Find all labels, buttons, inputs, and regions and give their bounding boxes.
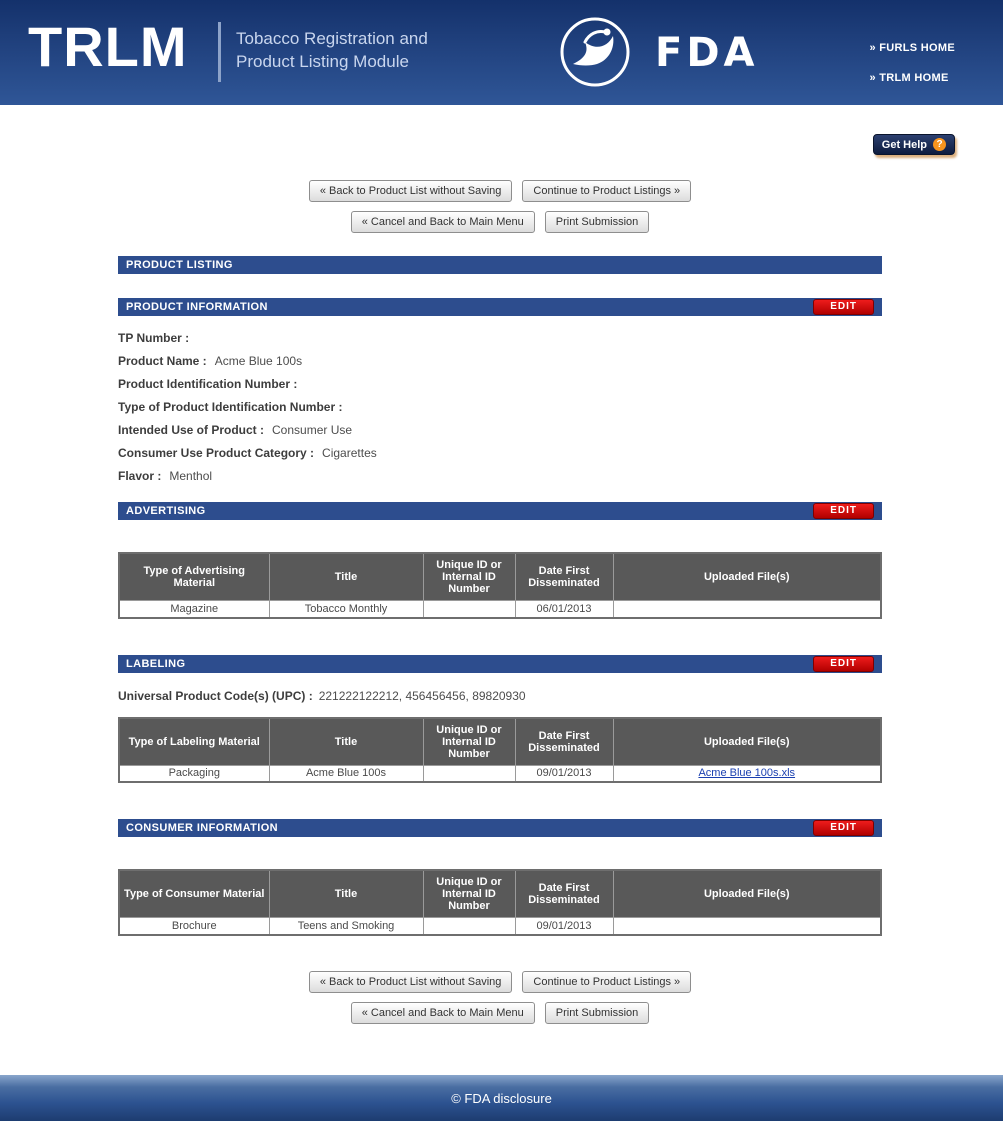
- field-label: Flavor :: [118, 469, 162, 483]
- furls-home-link[interactable]: » FURLS HOME: [869, 42, 955, 54]
- col-header-date-first-disseminated: Date First Disseminated: [515, 718, 613, 766]
- bottom-button-row-2: [118, 1002, 882, 1024]
- consumer-header-row: [119, 870, 881, 918]
- field-product-name: [118, 355, 882, 368]
- edit-labeling-button[interactable]: EDIT: [813, 656, 874, 672]
- cell-title: Teens and Smoking: [269, 918, 423, 935]
- bottom-button-row-1: [118, 971, 882, 993]
- col-header-uploaded-files: Uploaded File(s): [613, 553, 881, 601]
- cell-unique-id: [423, 918, 515, 935]
- edit-advertising-button[interactable]: EDIT: [813, 503, 874, 519]
- product-listing-bar: [118, 256, 882, 274]
- col-header-uploaded-files: Uploaded File(s): [613, 718, 881, 766]
- col-header-date-first-disseminated: Date First Disseminated: [515, 870, 613, 918]
- continue-to-product-listings-button-bottom[interactable]: Continue to Product Listings »: [522, 971, 691, 993]
- labeling-bar: [118, 655, 882, 673]
- cell-uploaded-file: [613, 601, 881, 618]
- col-header-title: Title: [269, 718, 423, 766]
- advertising-title: ADVERTISING: [126, 505, 206, 517]
- col-header-unique-id: Unique ID or Internal ID Number: [423, 718, 515, 766]
- top-button-row-2: [118, 211, 882, 233]
- app-title-line1: Tobacco Registration and: [236, 29, 428, 48]
- cell-type: Magazine: [119, 601, 269, 618]
- app-header: [0, 0, 1003, 105]
- edit-consumer-information-button[interactable]: EDIT: [813, 820, 874, 836]
- field-type-of-product-id: [118, 401, 882, 414]
- field-value: Consumer Use: [272, 423, 353, 437]
- cell-date: 09/01/2013: [515, 765, 613, 782]
- field-label: Consumer Use Product Category :: [118, 446, 315, 460]
- cell-title: Tobacco Monthly: [269, 601, 423, 618]
- help-question-icon: ?: [933, 138, 946, 151]
- col-header-unique-id: Unique ID or Internal ID Number: [423, 870, 515, 918]
- col-header-type-of-consumer-material: Type of Consumer Material: [119, 870, 269, 918]
- footer-disclosure: © FDA disclosure: [451, 1090, 552, 1106]
- trlm-logo: TRLM: [28, 15, 188, 78]
- cell-date: 09/01/2013: [515, 918, 613, 935]
- get-help-wrap: [873, 134, 955, 155]
- cell-uploaded-file: [613, 918, 881, 935]
- field-flavor: [118, 470, 882, 483]
- back-to-product-list-button-bottom[interactable]: « Back to Product List without Saving: [309, 971, 513, 993]
- labeling-table-row: [119, 765, 881, 782]
- cell-uploaded-file: [613, 765, 881, 782]
- back-to-product-list-button[interactable]: « Back to Product List without Saving: [309, 180, 513, 202]
- col-header-type-of-labeling-material: Type of Labeling Material: [119, 718, 269, 766]
- app-title-line2: Product Listing Module: [236, 51, 409, 71]
- advertising-table: [118, 552, 882, 619]
- labeling-header-row: [119, 718, 881, 766]
- advertising-table-row: [119, 601, 881, 618]
- consumer-information-title: CONSUMER INFORMATION: [126, 822, 279, 834]
- field-label: Product Name :: [118, 354, 207, 368]
- main-content: [118, 118, 882, 1033]
- get-help-label: Get Help: [881, 138, 927, 151]
- consumer-table-row: [119, 918, 881, 935]
- fda-logo: FDA: [655, 30, 759, 76]
- col-header-title: Title: [269, 870, 423, 918]
- col-header-uploaded-files: Uploaded File(s): [613, 870, 881, 918]
- product-listing-title: PRODUCT LISTING: [126, 259, 233, 271]
- field-intended-use: [118, 424, 882, 437]
- col-header-date-first-disseminated: Date First Disseminated: [515, 553, 613, 601]
- continue-to-product-listings-button[interactable]: Continue to Product Listings »: [522, 180, 691, 202]
- trlm-home-link[interactable]: » TRLM HOME: [869, 72, 949, 84]
- consumer-information-bar: [118, 819, 882, 837]
- page-footer: [0, 1075, 1003, 1121]
- advertising-bar: [118, 502, 882, 520]
- cancel-back-main-menu-button[interactable]: « Cancel and Back to Main Menu: [351, 211, 535, 233]
- product-information-fields: [118, 332, 882, 483]
- cell-date: 06/01/2013: [515, 601, 613, 618]
- field-tp-number: [118, 332, 882, 345]
- product-information-title: PRODUCT INFORMATION: [126, 301, 268, 313]
- col-header-type-of-advertising-material: Type of Advertising Material: [119, 553, 269, 601]
- labeling-title: LABELING: [126, 657, 186, 670]
- app-title: [236, 28, 428, 74]
- field-label: Type of Product Identification Number :: [118, 400, 343, 414]
- field-label: TP Number :: [118, 331, 190, 345]
- header-divider: [218, 22, 221, 82]
- get-help-button[interactable]: [873, 134, 955, 155]
- advertising-header-row: [119, 553, 881, 601]
- upc-value: 221222122212, 456456456, 89820930: [318, 688, 526, 703]
- col-header-unique-id: Unique ID or Internal ID Number: [423, 553, 515, 601]
- product-information-bar: [118, 298, 882, 316]
- print-submission-button-bottom[interactable]: Print Submission: [545, 1002, 650, 1024]
- cell-unique-id: [423, 601, 515, 618]
- consumer-information-table: [118, 869, 882, 936]
- field-product-id-number: [118, 378, 882, 391]
- cancel-back-main-menu-button-bottom[interactable]: « Cancel and Back to Main Menu: [351, 1002, 535, 1024]
- cell-unique-id: [423, 765, 515, 782]
- field-label: Intended Use of Product :: [118, 423, 265, 437]
- field-value: Acme Blue 100s: [214, 354, 303, 368]
- field-label: Product Identification Number :: [118, 377, 298, 391]
- col-header-title: Title: [269, 553, 423, 601]
- cell-type: Brochure: [119, 918, 269, 935]
- labeling-table: [118, 717, 882, 784]
- print-submission-button[interactable]: Print Submission: [545, 211, 650, 233]
- cell-title: Acme Blue 100s: [269, 765, 423, 782]
- field-value: Menthol: [169, 469, 213, 483]
- top-button-row-1: [118, 180, 882, 202]
- cell-type: Packaging: [119, 765, 269, 782]
- field-consumer-use-category: [118, 447, 882, 460]
- upc-label: Universal Product Code(s) (UPC) :: [118, 688, 313, 703]
- edit-product-information-button[interactable]: EDIT: [813, 299, 874, 315]
- uploaded-file-link[interactable]: Acme Blue 100s.xls: [698, 767, 796, 780]
- hhs-logo-icon: [555, 8, 635, 96]
- upc-line: [118, 689, 882, 703]
- field-value: Cigarettes: [322, 446, 377, 460]
- header-links: [870, 42, 956, 102]
